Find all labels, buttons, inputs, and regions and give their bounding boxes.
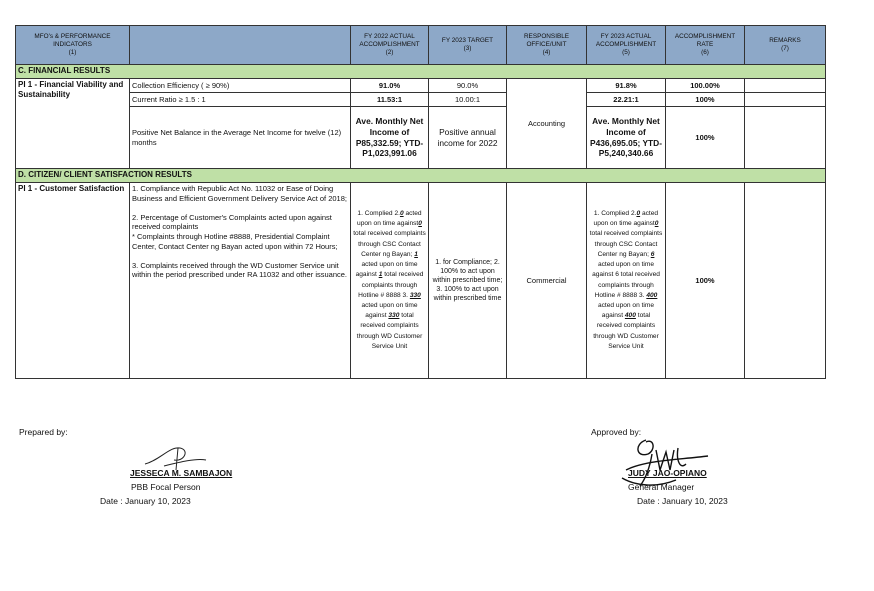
fy2022-current-ratio: 11.53:1: [351, 93, 429, 107]
fy2022-collection: 91.0%: [351, 79, 429, 93]
performance-table: [15, 25, 826, 379]
target-collection: 90.0%: [429, 79, 507, 93]
indicator-net-balance: Positive Net Balance in the Average Net Income for twelve (12) months: [130, 107, 351, 169]
target-net-balance: Positive annual income for 2022: [429, 107, 507, 169]
approved-title: General Manager: [628, 482, 695, 492]
header-remarks: REMARKS (7): [745, 26, 826, 65]
pi-financial: PI 1 - Financial Viability and Sustainability: [16, 79, 130, 169]
header-office: RESPONSIBLE OFFICE/UNIT (4): [507, 26, 587, 65]
remarks-net-balance: [745, 107, 826, 169]
indicator-current-ratio: Current Ratio ≥ 1.5 : 1: [130, 93, 351, 107]
approved-label: Approved by:: [591, 427, 642, 437]
header-rate: ACCOMPLISHMENT RATE (6): [666, 26, 745, 65]
header-fy2022: FY 2022 ACTUAL ACCOMPLISHMENT (2): [351, 26, 429, 65]
remarks-collection: [745, 79, 826, 93]
prepared-date: Date : January 10, 2023: [100, 496, 191, 506]
prepared-label: Prepared by:: [19, 427, 68, 437]
fy2022-net-balance: Ave. Monthly Net Income of P85,332.59; YTD-P1,023,991.06: [351, 107, 429, 169]
header-blank: [130, 26, 351, 65]
rate-collection: 100.00%: [666, 79, 745, 93]
indicator-customer: [130, 183, 351, 379]
pi-customer: PI 1 - Customer Satisfaction: [16, 183, 130, 379]
fy2023-customer: 1. Complied 2.0 acted upon on time against0 total received complaints through CSC Contact Center ng Bayan; 6 acted upon on time against 6 total received complaints through Hotline # 8888 3. 400 acted upon on time against 400 total received complaints through WD Customer Service Unit: [587, 183, 666, 379]
fy2022-customer: 1. Complied 2.0 acted upon on time against0 total received complaints through CSC Contact Center ng Bayan; 1 acted upon on time against 1 total received complaints through Hotline # 8888 3. 330 acted upon on time against 330 total received complaints through WD Customer Service Unit: [351, 183, 429, 379]
section-d-row: [16, 169, 826, 183]
indicator-1: 1. Compliance with Republic Act No. 11032 or Ease of Doing Business and Efficient Government Delivery Service Act of 2018;: [132, 184, 347, 203]
indicator-3: 3. Complaints received through the WD Customer Service unit within the period prescribed under RA 11032 and other issuance.: [132, 260, 347, 280]
indicator-2b: * Complaints through Hotline #8888, Presidential Complaint Center, Contact Center ng Bayan acted upon within 72 Hours;: [132, 232, 338, 251]
table-header-row: [16, 26, 826, 65]
header-target: FY 2023 TARGET (3): [429, 26, 507, 65]
office-commercial: Commercial: [507, 183, 587, 379]
approved-date: Date : January 10, 2023: [637, 496, 728, 506]
prepared-name: JESSECA M. SAMBAJON: [130, 468, 233, 478]
header-fy2023: FY 2023 ACTUAL ACCOMPLISHMENT (5): [587, 26, 666, 65]
approved-name: JUDY JAO-OPIANO: [628, 468, 707, 478]
prepared-title: PBB Focal Person: [131, 482, 201, 492]
fy2023-net-balance: Ave. Monthly Net Income of P436,695.05; YTD-P5,240,340.66: [587, 107, 666, 169]
indicator-2: 2. Percentage of Customer's Complaints acted upon against received complaints: [132, 212, 332, 232]
fy2023-current-ratio: 22.21:1: [587, 93, 666, 107]
remarks-current-ratio: [745, 93, 826, 107]
rate-customer: 100%: [666, 183, 745, 379]
office-accounting: Accounting: [507, 79, 587, 169]
section-c-row: [16, 65, 826, 79]
target-current-ratio: 10.00:1: [429, 93, 507, 107]
table-row: [16, 79, 826, 93]
rate-current-ratio: 100%: [666, 93, 745, 107]
table-row: [16, 107, 826, 169]
table-row: [16, 93, 826, 107]
header-mfo: MFO's & PERFORMANCE INDICATORS (1): [16, 26, 130, 65]
fy2023-collection: 91.8%: [587, 79, 666, 93]
table-row: [16, 183, 826, 379]
target-customer: 1. for Compliance; 2. 100% to act upon within prescribed time; 3. 100% to act upon within prescribed time: [429, 183, 507, 379]
section-c-title: C. FINANCIAL RESULTS: [16, 65, 826, 79]
indicator-collection: Collection Efficiency ( ≥ 90%): [130, 79, 351, 93]
section-d-title: D. CITIZEN/ CLIENT SATISFACTION RESULTS: [16, 169, 826, 183]
remarks-customer: [745, 183, 826, 379]
rate-net-balance: 100%: [666, 107, 745, 169]
